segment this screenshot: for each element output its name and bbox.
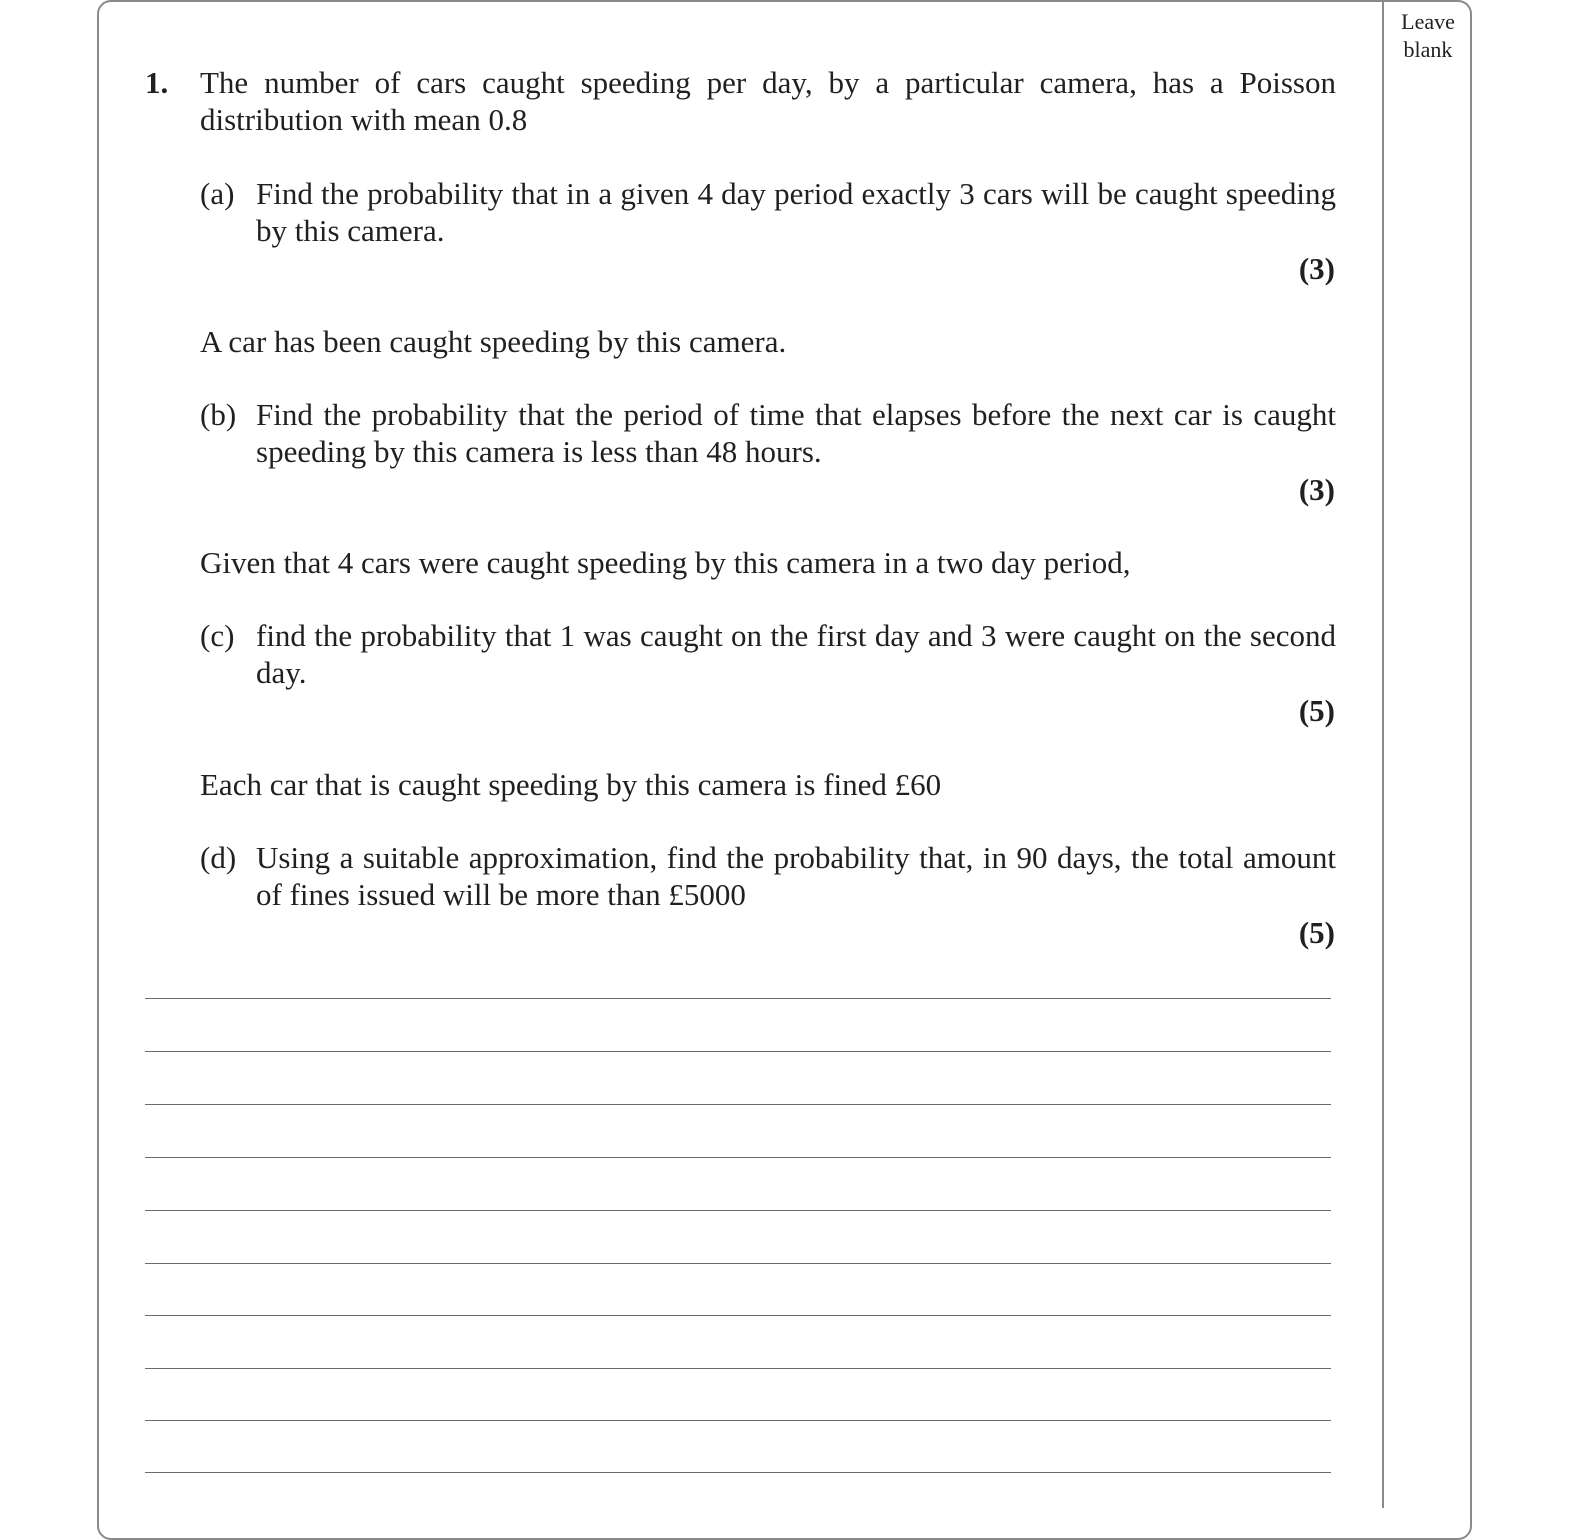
leave-blank-line-1: Leave [1401, 9, 1455, 34]
answer-line[interactable] [145, 1263, 1331, 1264]
question-number: 1. [145, 65, 169, 100]
question-stem: The number of cars caught speeding per day, by a particular camera, has a Poisson distribution with mean 0.8 [200, 65, 1336, 137]
answer-line[interactable] [145, 1157, 1331, 1158]
part-a-label: (a) [200, 176, 235, 211]
answer-line[interactable] [145, 998, 1331, 999]
part-d-text: Using a suitable approximation, find the probability that, in 90 days, the total amount of fines issued will be more than £5000 [256, 840, 1336, 912]
part-b-text: Find the probability that the period of time that elapses before the next car is caught speeding by this camera is less than 48 hours. [256, 397, 1336, 469]
part-b-label: (b) [200, 397, 237, 432]
part-b-intro: A car has been caught speeding by this camera. [200, 324, 787, 359]
part-d-marks: (5) [1298, 915, 1335, 950]
answer-line[interactable] [145, 1104, 1331, 1105]
leave-blank-label [1384, 8, 1472, 64]
answer-line[interactable] [145, 1472, 1331, 1473]
part-d-intro: Each car that is caught speeding by this camera is fined £60 [200, 767, 942, 802]
leave-blank-divider [1382, 0, 1384, 1508]
part-c-marks: (5) [1298, 693, 1335, 728]
part-a-text: Find the probability that in a given 4 day period exactly 3 cars will be caught speeding by this camera. [256, 176, 1336, 248]
part-c-intro: Given that 4 cars were caught speeding by this camera in a two day period, [200, 545, 1131, 580]
answer-line[interactable] [145, 1210, 1331, 1211]
part-a-marks: (3) [1298, 251, 1335, 286]
leave-blank-line-2: blank [1403, 37, 1453, 62]
part-d-label: (d) [200, 840, 237, 875]
part-b-marks: (3) [1298, 472, 1335, 507]
part-c-label: (c) [200, 618, 235, 653]
part-c-text: find the probability that 1 was caught on the first day and 3 were caught on the second day. [256, 618, 1336, 690]
answer-line[interactable] [145, 1368, 1331, 1369]
answer-line[interactable] [145, 1051, 1331, 1052]
answer-line[interactable] [145, 1315, 1331, 1316]
answer-line[interactable] [145, 1420, 1331, 1421]
